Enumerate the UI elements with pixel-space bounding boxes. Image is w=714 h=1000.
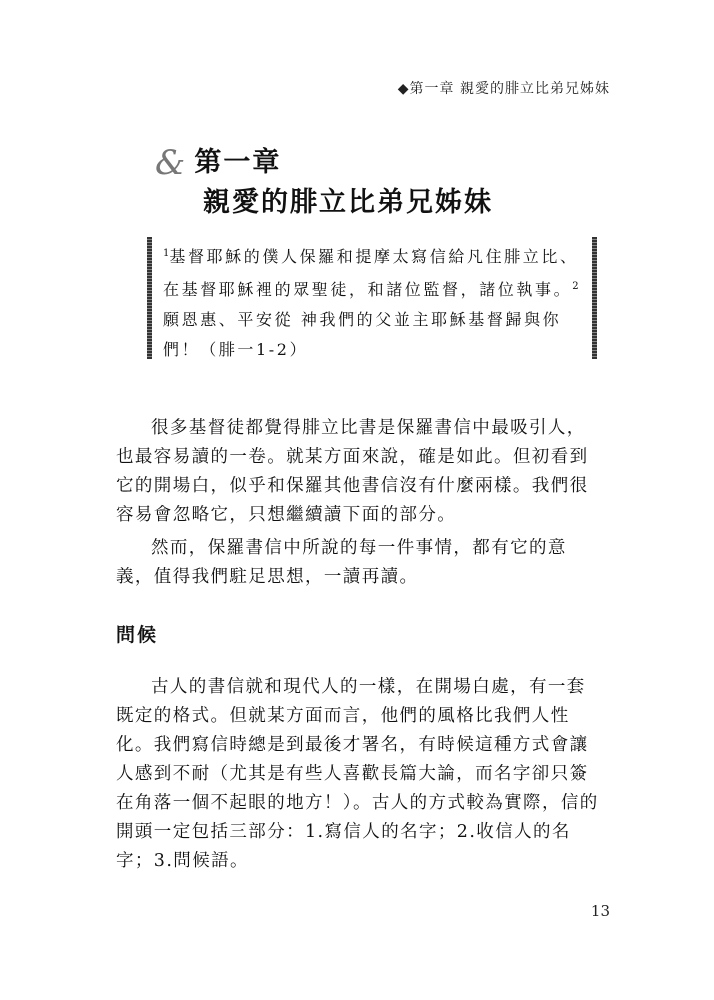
verse-number: 2: [572, 281, 579, 292]
page-number: 13: [590, 902, 610, 920]
chapter-label: 第一章: [194, 147, 282, 178]
paragraph-text: 很多基督徒都覺得腓立比書是保羅書信中最吸引人，也最容易讀的一卷。就某方面來說，確是如此。但初看到它的開場白，似乎和保羅其他書信沒有什麼兩樣。我們很容易會忽略它，只想繼續讀下面的部分。: [116, 418, 589, 525]
paragraph-text: 然而，保羅書信中所說的每一件事情，都有它的意義，值得我們駐足思想，一讀再讀。: [116, 538, 567, 587]
body-paragraph: [116, 414, 600, 530]
scripture-text: [163, 239, 587, 365]
running-header: ◆第一章 親愛的腓立比弟兄姊妹: [397, 81, 610, 97]
verse-text: 願恩惠、平安從 神我們的父並主耶穌基督歸與你們！（腓一1-2）: [163, 310, 562, 359]
quote-right-bar: [592, 237, 597, 359]
ampersand-ornament-icon: &: [155, 143, 186, 183]
section-heading: 問候: [116, 624, 159, 646]
quote-left-bar: [147, 237, 152, 359]
chapter-title: [155, 143, 493, 218]
scripture-quote-box: [147, 235, 597, 359]
body-paragraph: [116, 673, 600, 876]
paragraph-text: 古人的書信就和現代人的一樣，在開場白處，有一套既定的格式。但就某方面而言，他們的風格比我們人性化。我們寫信時總是到最後才署名，有時候這種方式會讓人感到不耐（尤其是有些人喜歡長篇大論，而名字卻只簽在角落一個不起眼的地方！）。古人的方式較為實際，信的開頭一定包括三部分：1.寫信人的名字；2.收信人的名字；3.問候語。: [116, 677, 599, 871]
verse-text: 基督耶穌的僕人保羅和提摩太寫信給凡住腓立比、在基督耶穌裡的眾聖徒，和諸位監督，諸位執事。: [163, 247, 579, 299]
verse-number: 1: [163, 248, 170, 259]
chapter-heading: 親愛的腓立比弟兄姊妹: [203, 187, 493, 218]
body-paragraph: [116, 534, 600, 592]
